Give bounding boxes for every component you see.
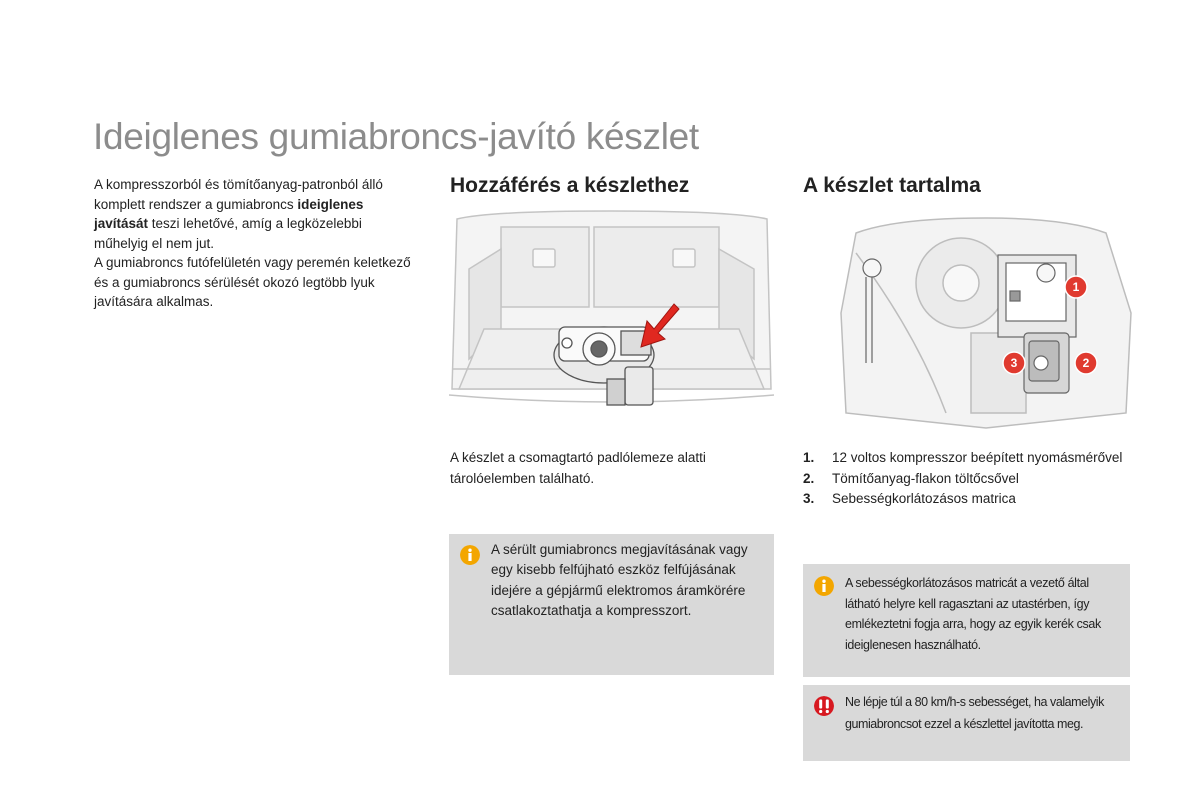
callout-label-3: 3 <box>1010 356 1018 370</box>
list-item-text: Tömítőanyag-flakon töltőcsővel <box>832 470 1019 486</box>
list-item-number: 3. <box>803 491 815 506</box>
list-item-number: 1. <box>803 450 815 465</box>
info-icon <box>814 576 834 596</box>
list-item <box>803 469 1133 490</box>
intro-text-part: A kompresszorból és tömítőanyag-patronból álló komplett rendszer a gumiabroncs <box>94 177 383 212</box>
info-icon <box>460 545 480 565</box>
intro-text-part: teszi lehetővé, amíg a legközelebbi műhelyig el nem jut. <box>94 216 362 251</box>
warning-box-speed <box>803 685 1130 761</box>
info-box-text: A sérült gumiabroncs megjavításának vagy egy kisebb felfújható eszköz felfújásának idejére a gépjármű elektromos áramkörére csatlakoztathatja a kompresszort. <box>491 542 748 618</box>
info-box-compressor <box>449 534 774 675</box>
callout-label-2: 2 <box>1082 356 1090 370</box>
page-title: Ideiglenes gumiabroncs-javító készlet <box>93 116 699 157</box>
trunk-drawing <box>449 209 774 417</box>
kit-contents-list <box>803 448 1133 510</box>
contents-heading: A készlet tartalma <box>803 174 981 197</box>
access-heading: Hozzáférés a készlethez <box>450 174 690 197</box>
access-caption: A készlet a csomagtartó padlólemeze alatti tárolóelemben található. <box>450 450 706 486</box>
info-box-text: A sebességkorlátozásos matricát a vezető által látható helyre kell ragasztani az utastérben, így emlékeztetni fogja arra, hogy az egyik kerék csak ideiglenesen használható. <box>845 576 1101 652</box>
list-item-text: 12 voltos kompresszor beépített nyomásmérővel <box>832 450 1123 465</box>
intro-paragraph-2: A gumiabroncs futófelületén vagy peremén keletkező és a gumiabroncs sérülését okozó legtöbb lyuk javítására alkalmas. <box>94 255 411 309</box>
kit-drawing <box>836 213 1136 435</box>
list-item-text: Sebességkorlátozásos matrica <box>832 491 1016 506</box>
warning-box-text: Ne lépje túl a 80 km/h-s sebességet, ha valamelyik gumiabroncsot ezzel a készlettel javította meg. <box>845 695 1104 731</box>
kit-illustration <box>836 213 1136 435</box>
warning-icon <box>814 696 834 716</box>
list-item <box>803 489 1133 510</box>
callout-label-1: 1 <box>1072 280 1080 294</box>
intro-emphasis: ideiglenes javítását <box>94 196 364 231</box>
list-item <box>803 448 1133 469</box>
intro-text <box>94 175 414 312</box>
list-item-number: 2. <box>803 470 815 486</box>
trunk-illustration <box>449 209 774 417</box>
intro-paragraph-1 <box>94 175 414 253</box>
info-box-sticker <box>803 564 1130 677</box>
